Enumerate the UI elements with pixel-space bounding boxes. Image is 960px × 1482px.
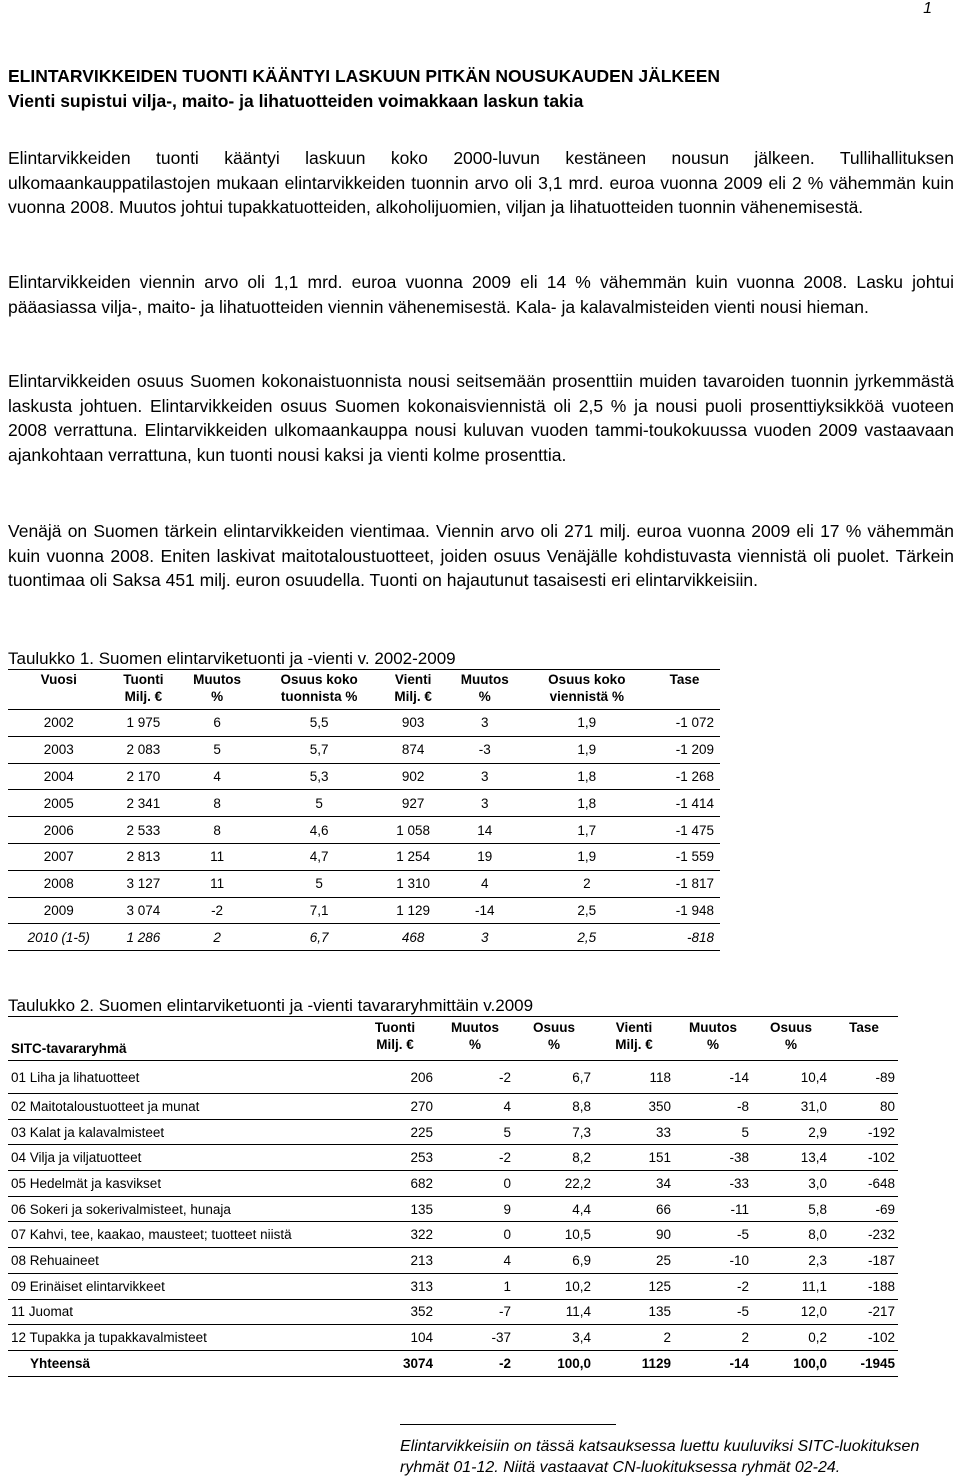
cell: -1945: [860, 1355, 895, 1371]
cell: 2: [663, 1330, 671, 1346]
cell: 11: [210, 849, 225, 865]
cell: -1 414: [675, 795, 714, 811]
paragraph-share: Elintarvikkeiden osuus Suomen kokonaistuonnista nousi seitsemään prosenttiin muiden tavaroiden tuonnin jyrkemmästä laskusta johtuen. Elintarvikkeiden osuus Suomen kokonaisviennistä oli 2,5 % ja nousi puoli prosenttiyksikköä vuoteen 2008 verrattuna. Elintarvikkeiden ulkomaankauppa nousi kuluvan vuoden tammi-toukokuussa vuoden 2009 vastaavaan ajankohtaan verrattuna, kun tuonti nousi kaksi ja vienti kolme prosenttia.: [8, 371, 954, 465]
cell: 06 Sokeri ja sokerivalmisteet, hunaja: [11, 1201, 231, 1217]
cell: 05 Hedelmät ja kasvikset: [11, 1175, 162, 1191]
table-row: [8, 1299, 898, 1325]
cell: 34: [655, 1175, 671, 1191]
cell: 206: [410, 1069, 433, 1085]
cell: 2,9: [808, 1124, 827, 1140]
cell: -7: [498, 1304, 511, 1320]
table2-header-import-share: Osuus %: [532, 1020, 575, 1052]
cell: 1,8: [577, 768, 597, 784]
cell: 04 Vilja ja viljatuotteet: [11, 1150, 142, 1166]
cell: 3: [481, 929, 489, 945]
paragraph-import: Elintarvikkeiden tuonti kääntyi laskuun koko 2000-luvun kestäneen nousun jälkeen. Tullihallituksen ulkomaankauppatilastojen mukaan elintarvikkeiden tuonnin arvo oli 3,1 mrd. euroa vuonna 2009 eli 2 % vähemmän kuin vuonna 2008. Muutos johtui tupakkatuotteiden, alkoholijuomien, viljan ja lihatuotteiden tuonnin vähenemisestä.: [8, 148, 954, 217]
table-row: [8, 843, 720, 870]
cell: 2004: [43, 768, 74, 784]
cell: 270: [410, 1098, 433, 1114]
cell: 213: [410, 1252, 433, 1268]
cell: 2006: [43, 822, 74, 838]
cell: 100,0: [793, 1355, 827, 1371]
cell: -818: [686, 929, 714, 945]
cell: -1 948: [675, 902, 714, 918]
cell: 903: [401, 715, 425, 731]
cell: -5: [736, 1227, 749, 1243]
cell: 5,7: [309, 742, 329, 758]
cell: 1: [503, 1278, 511, 1294]
cell: 2005: [43, 795, 74, 811]
cell: 2008: [43, 876, 74, 892]
cell: 1,9: [577, 715, 597, 731]
cell: 4,4: [572, 1201, 591, 1217]
cell: 4: [503, 1098, 511, 1114]
cell: 0: [503, 1175, 511, 1191]
cell: 02 Maitotaloustuotteet ja munat: [11, 1098, 200, 1114]
cell: 2 170: [126, 768, 161, 784]
cell: 4,6: [309, 822, 329, 838]
cell: -11: [730, 1201, 749, 1217]
cell: -10: [729, 1252, 749, 1268]
cell: 1,7: [577, 822, 597, 838]
table1-header-balance: Tase: [669, 672, 700, 687]
table-yearly-trade: [8, 669, 720, 951]
cell: 9: [503, 1201, 511, 1217]
cell: 151: [648, 1150, 671, 1166]
table-row: [8, 763, 720, 790]
table-row: [8, 1094, 898, 1120]
headline-title: ELINTARVIKKEIDEN TUONTI KÄÄNTYI LASKUUN PITKÄN NOUSUKAUDEN JÄLKEEN: [8, 66, 721, 86]
table1-header-export-change: Muutos %: [460, 672, 509, 704]
cell: 12,0: [800, 1304, 827, 1320]
cell: 1129: [641, 1355, 671, 1371]
footnote: Elintarvikkeisiin on tässä katsauksessa luettu kuuluviksi SITC-luokituksen ryhmät 01-12. Niitä vastaavat CN-luokituksessa ryhmät 02-24.: [400, 1438, 920, 1476]
table-row: [8, 817, 720, 844]
table-row: [8, 1273, 898, 1299]
cell: 2: [213, 929, 221, 945]
cell: 874: [401, 742, 425, 758]
cell: 4: [503, 1252, 511, 1268]
cell: 1 129: [396, 902, 431, 918]
cell: 01 Liha ja lihatuotteet: [11, 1069, 140, 1085]
table-row: [8, 1061, 898, 1094]
cell: 682: [410, 1175, 433, 1191]
cell: 8,2: [572, 1150, 591, 1166]
cell: 03 Kalat ja kalavalmisteet: [11, 1124, 165, 1140]
cell: 10,2: [564, 1278, 591, 1294]
cell: -69: [875, 1201, 895, 1217]
cell: -38: [729, 1150, 749, 1166]
cell: 253: [410, 1150, 433, 1166]
cell: -232: [867, 1227, 895, 1243]
cell: 6,9: [572, 1252, 591, 1268]
table-row: [8, 870, 720, 897]
cell: 1,9: [577, 742, 597, 758]
table-row: [8, 1222, 898, 1248]
table1-header-year: Vuosi: [40, 672, 77, 687]
cell: -14: [729, 1355, 749, 1371]
cell: 2010 (1-5): [27, 929, 90, 945]
cell: -5: [736, 1304, 749, 1320]
cell: 6,7: [572, 1069, 591, 1085]
cell: 322: [410, 1227, 433, 1243]
cell: -217: [867, 1304, 895, 1320]
cell: 07 Kahvi, tee, kaakao, mausteet; tuotteet niistä: [11, 1227, 292, 1243]
cell: 6,7: [309, 929, 329, 945]
cell: 08 Rehuaineet: [11, 1252, 99, 1268]
cell: 352: [410, 1304, 433, 1320]
cell: 2003: [43, 742, 74, 758]
cell: 80: [879, 1098, 895, 1114]
paragraph-russia: Venäjä on Suomen tärkein elintarvikkeiden vientimaa. Viennin arvo oli 271 milj. euroa vuonna 2009 eli 17 % vähemmän kuin vuonna 2008. Eniten laskivat maitotaloustuotteet, joiden osuus Venäjälle kohdistuvasta viennistä oli puolet. Tärkein tuontimaa oli Saksa 451 milj. euron osuudella. Tuonti on hajautunut tasaisesti eri elintarvikkeisiin.: [8, 521, 954, 590]
cell: 2002: [43, 715, 74, 731]
cell: 3 127: [126, 876, 161, 892]
cell: 8: [213, 795, 221, 811]
cell: 1 254: [396, 849, 431, 865]
headline: [8, 64, 953, 114]
table-row: [8, 710, 720, 737]
table-row: [8, 736, 720, 763]
cell: -2: [498, 1069, 511, 1085]
cell: 125: [648, 1278, 671, 1294]
cell: -1 817: [675, 876, 714, 892]
cell: 10,4: [800, 1069, 827, 1085]
cell: 135: [648, 1304, 671, 1320]
cell: 350: [648, 1098, 671, 1114]
table2-header-import-change: Muutos %: [451, 1020, 499, 1052]
cell: 09 Erinäiset elintarvikkeet: [11, 1278, 165, 1294]
cell: 927: [401, 795, 425, 811]
cell: 135: [410, 1201, 433, 1217]
cell: 2,5: [577, 929, 597, 945]
cell: -8: [736, 1098, 749, 1114]
cell: 468: [401, 929, 425, 945]
cell: -102: [867, 1150, 895, 1166]
cell: 1,9: [577, 849, 597, 865]
table2-header-import: Tuonti Milj. €: [374, 1020, 416, 1052]
table-row: [8, 897, 720, 924]
cell: 5,3: [309, 768, 329, 784]
table2-header-row: [8, 1017, 898, 1061]
cell: 3: [481, 715, 489, 731]
table-row: [8, 790, 720, 817]
cell: Yhteensä: [30, 1355, 91, 1371]
cell: -1 559: [675, 849, 714, 865]
cell: -192: [867, 1124, 895, 1140]
table2-header-balance: Tase: [849, 1020, 879, 1035]
cell: 5: [315, 795, 323, 811]
cell: 2007: [43, 849, 74, 865]
table1-caption: Taulukko 1. Suomen elintarviketuonti ja -vienti v. 2002-2009: [8, 649, 456, 668]
table2-header-export-share: Osuus %: [769, 1020, 812, 1052]
cell: 3,0: [808, 1175, 827, 1191]
cell: 100,0: [557, 1355, 591, 1371]
cell: -2: [736, 1278, 749, 1294]
table-row: [8, 1145, 898, 1171]
paragraph-export: Elintarvikkeiden viennin arvo oli 1,1 mrd. euroa vuonna 2009 eli 14 % vähemmän kuin vuonna 2008. Lasku johtui pääasiassa vilja-, maito- ja lihatuotteiden viennin vähenemisestä. Kala- ja kalavalmisteiden vienti nousi hieman.: [8, 272, 954, 317]
cell: 8,0: [808, 1227, 827, 1243]
table1-header-export: Vienti Milj. €: [394, 672, 432, 704]
cell: 11 Juomat: [11, 1304, 74, 1320]
cell: 313: [410, 1278, 433, 1294]
page-number: 1: [923, 0, 932, 17]
cell: -33: [729, 1175, 749, 1191]
table2-header-export: Vienti Milj. €: [615, 1020, 653, 1052]
cell: 4,7: [309, 849, 329, 865]
cell: 11,1: [801, 1278, 827, 1294]
cell: -2: [498, 1150, 511, 1166]
cell: 90: [655, 1227, 671, 1243]
cell: 8: [213, 822, 221, 838]
table1-header-export-share: Osuus koko viennistä %: [548, 672, 626, 704]
cell: 33: [655, 1124, 671, 1140]
table-total-row: [8, 1350, 898, 1376]
cell: 2 083: [126, 742, 161, 758]
table1-header-import-change: Muutos %: [193, 672, 242, 704]
cell: 12 Tupakka ja tupakkavalmisteet: [11, 1330, 207, 1346]
cell: 2 341: [126, 795, 161, 811]
cell: -37: [491, 1330, 511, 1346]
cell: 902: [401, 768, 425, 784]
table1-header-import: Tuonti Milj. €: [123, 672, 164, 704]
cell: -188: [867, 1278, 895, 1294]
cell: 2: [741, 1330, 749, 1346]
table-row: [8, 1171, 898, 1197]
cell: 4: [213, 768, 221, 784]
cell: -1 209: [675, 742, 714, 758]
cell: 225: [410, 1124, 433, 1140]
table1-header-row: [8, 670, 720, 710]
cell: 2,3: [808, 1252, 827, 1268]
cell: -1 072: [675, 715, 714, 731]
cell: 66: [655, 1201, 671, 1217]
cell: 1 310: [396, 876, 431, 892]
cell: 19: [477, 849, 493, 865]
cell: 5: [315, 876, 323, 892]
cell: 3 074: [126, 902, 161, 918]
cell: -14: [475, 902, 495, 918]
cell: 5,5: [309, 715, 329, 731]
cell: 1 058: [396, 822, 431, 838]
cell: 4: [481, 876, 489, 892]
cell: 5: [741, 1124, 749, 1140]
cell: -89: [875, 1069, 895, 1085]
cell: 7,3: [572, 1124, 591, 1140]
cell: 8,8: [572, 1098, 591, 1114]
cell: 0,2: [808, 1330, 827, 1346]
cell: -187: [867, 1252, 895, 1268]
cell: 3074: [402, 1355, 433, 1371]
cell: -2: [498, 1355, 511, 1371]
table-row: [8, 1325, 898, 1351]
table-row: [8, 924, 720, 951]
cell: 7,1: [309, 902, 329, 918]
table-row: [8, 1196, 898, 1222]
table-row: [8, 1119, 898, 1145]
cell: 31,0: [800, 1098, 827, 1114]
cell: 3,4: [572, 1330, 591, 1346]
cell: 0: [503, 1227, 511, 1243]
cell: 2,5: [577, 902, 597, 918]
cell: 10,5: [564, 1227, 591, 1243]
cell: 2 533: [126, 822, 161, 838]
cell: 2 813: [126, 849, 161, 865]
cell: -648: [867, 1175, 895, 1191]
cell: -3: [478, 742, 491, 758]
cell: 5,8: [808, 1201, 827, 1217]
table2-header-group: SITC-tavararyhmä: [11, 1041, 127, 1056]
cell: 104: [410, 1330, 433, 1346]
cell: 25: [655, 1252, 671, 1268]
cell: 22,2: [564, 1175, 591, 1191]
cell: 11: [210, 876, 225, 892]
footnote-divider: [400, 1424, 616, 1425]
cell: 118: [649, 1069, 671, 1085]
cell: -102: [867, 1330, 895, 1346]
cell: 2: [583, 876, 591, 892]
table2-header-export-change: Muutos %: [689, 1020, 737, 1052]
cell: 13,4: [800, 1150, 827, 1166]
cell: 5: [503, 1124, 511, 1140]
cell: 1 975: [126, 715, 161, 731]
cell: -1 268: [675, 768, 714, 784]
cell: 11,4: [565, 1304, 591, 1320]
cell: 3: [481, 768, 489, 784]
cell: 5: [213, 742, 221, 758]
headline-subtitle: Vienti supistui vilja-, maito- ja lihatuotteiden voimakkaan laskun takia: [8, 91, 584, 111]
cell: -14: [729, 1069, 749, 1085]
table-row: [8, 1248, 898, 1274]
cell: 6: [213, 715, 221, 731]
cell: 1,8: [577, 795, 597, 811]
cell: 3: [481, 795, 489, 811]
table2-caption: Taulukko 2. Suomen elintarviketuonti ja -vienti tavararyhmittäin v.2009: [8, 996, 534, 1015]
cell: 1 286: [126, 929, 161, 945]
cell: -2: [211, 902, 224, 918]
cell: 2009: [43, 902, 74, 918]
table1-header-import-share: Osuus koko tuonnista %: [280, 672, 358, 704]
table-trade-by-group: [8, 1016, 898, 1377]
cell: 14: [477, 822, 493, 838]
cell: -1 475: [675, 822, 714, 838]
